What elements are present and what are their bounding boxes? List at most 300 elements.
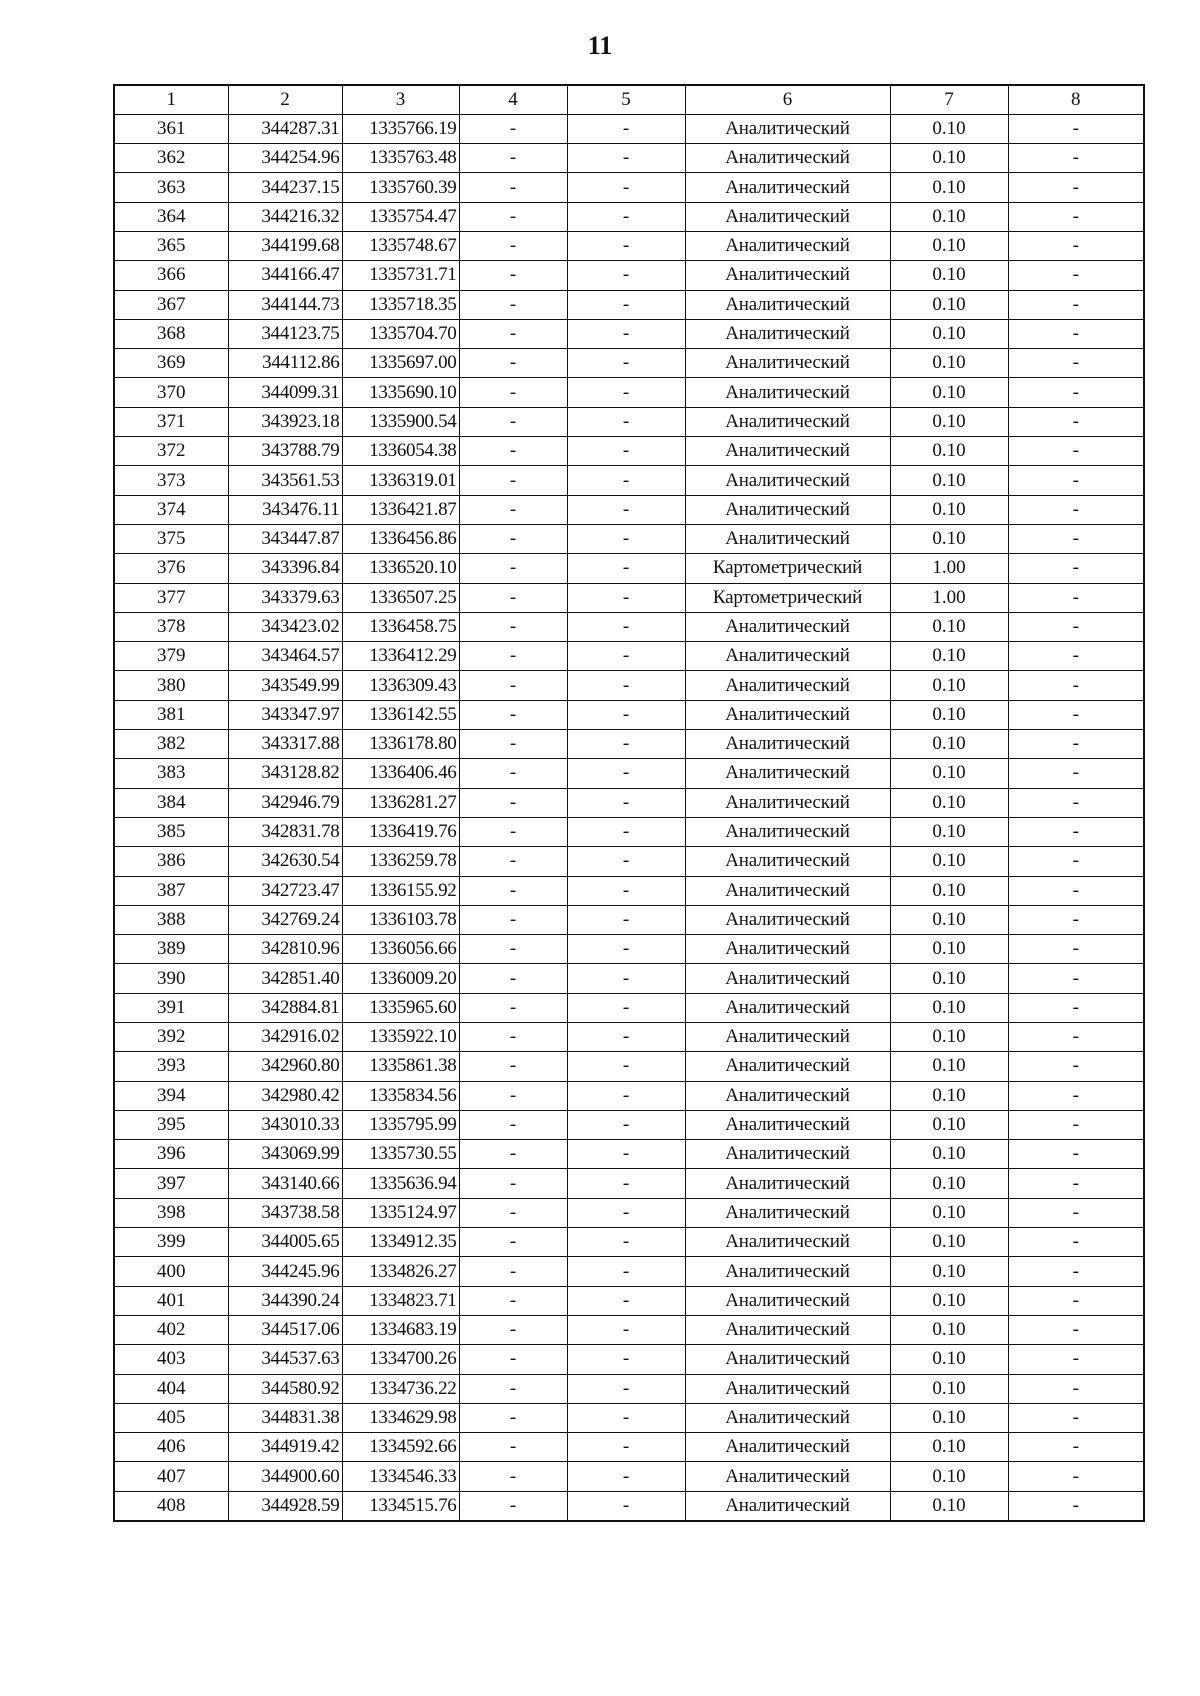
cell-col-4: -	[459, 1198, 567, 1227]
cell-accuracy: 0.10	[890, 1110, 1008, 1139]
cell-col-4: -	[459, 1462, 567, 1491]
cell-col-5: -	[567, 1462, 685, 1491]
cell-accuracy: 0.10	[890, 642, 1008, 671]
cell-accuracy: 0.10	[890, 1198, 1008, 1227]
cell-y-coordinate: 1335900.54	[342, 407, 459, 436]
table-row	[114, 1345, 1144, 1374]
cell-col-8: -	[1008, 261, 1144, 290]
table-row	[114, 261, 1144, 290]
cell-point-number: 404	[114, 1374, 228, 1403]
cell-method: Аналитический	[685, 788, 890, 817]
cell-col-5: -	[567, 437, 685, 466]
cell-col-4: -	[459, 612, 567, 641]
cell-col-5: -	[567, 817, 685, 846]
cell-accuracy: 0.10	[890, 261, 1008, 290]
cell-col-4: -	[459, 466, 567, 495]
cell-point-number: 366	[114, 261, 228, 290]
cell-col-8: -	[1008, 1403, 1144, 1432]
cell-point-number: 398	[114, 1198, 228, 1227]
cell-method: Аналитический	[685, 1374, 890, 1403]
cell-col-8: -	[1008, 730, 1144, 759]
cell-col-5: -	[567, 759, 685, 788]
table-row	[114, 964, 1144, 993]
cell-y-coordinate: 1335922.10	[342, 1023, 459, 1052]
cell-point-number: 407	[114, 1462, 228, 1491]
cell-y-coordinate: 1335766.19	[342, 114, 459, 143]
table-row	[114, 466, 1144, 495]
cell-x-coordinate: 344928.59	[228, 1491, 342, 1520]
cell-point-number: 397	[114, 1169, 228, 1198]
cell-method: Аналитический	[685, 524, 890, 553]
column-header-8: 8	[1008, 85, 1144, 114]
cell-point-number: 365	[114, 231, 228, 260]
cell-col-5: -	[567, 1110, 685, 1139]
cell-x-coordinate: 344099.31	[228, 378, 342, 407]
table-row	[114, 554, 1144, 583]
cell-accuracy: 0.10	[890, 319, 1008, 348]
cell-accuracy: 0.10	[890, 964, 1008, 993]
cell-col-8: -	[1008, 319, 1144, 348]
cell-y-coordinate: 1336281.27	[342, 788, 459, 817]
cell-col-8: -	[1008, 495, 1144, 524]
cell-accuracy: 0.10	[890, 759, 1008, 788]
cell-y-coordinate: 1334823.71	[342, 1286, 459, 1315]
cell-point-number: 389	[114, 935, 228, 964]
cell-col-4: -	[459, 554, 567, 583]
cell-col-4: -	[459, 876, 567, 905]
cell-col-4: -	[459, 642, 567, 671]
cell-method: Аналитический	[685, 1081, 890, 1110]
cell-col-4: -	[459, 1140, 567, 1169]
cell-y-coordinate: 1336155.92	[342, 876, 459, 905]
cell-col-8: -	[1008, 612, 1144, 641]
cell-col-4: -	[459, 671, 567, 700]
cell-accuracy: 0.10	[890, 1023, 1008, 1052]
cell-y-coordinate: 1336520.10	[342, 554, 459, 583]
cell-x-coordinate: 342769.24	[228, 905, 342, 934]
table-row	[114, 1433, 1144, 1462]
cell-col-4: -	[459, 524, 567, 553]
cell-col-4: -	[459, 700, 567, 729]
cell-method: Аналитический	[685, 1052, 890, 1081]
cell-accuracy: 0.10	[890, 437, 1008, 466]
cell-point-number: 362	[114, 144, 228, 173]
cell-accuracy: 0.10	[890, 349, 1008, 378]
cell-method: Аналитический	[685, 1110, 890, 1139]
cell-x-coordinate: 344005.65	[228, 1228, 342, 1257]
cell-col-4: -	[459, 1257, 567, 1286]
cell-accuracy: 0.10	[890, 466, 1008, 495]
cell-x-coordinate: 344199.68	[228, 231, 342, 260]
cell-accuracy: 0.10	[890, 876, 1008, 905]
table-row	[114, 407, 1144, 436]
cell-col-8: -	[1008, 173, 1144, 202]
cell-x-coordinate: 343317.88	[228, 730, 342, 759]
cell-col-4: -	[459, 1110, 567, 1139]
cell-point-number: 393	[114, 1052, 228, 1081]
cell-method: Аналитический	[685, 759, 890, 788]
cell-col-8: -	[1008, 1433, 1144, 1462]
cell-accuracy: 0.10	[890, 231, 1008, 260]
cell-col-4: -	[459, 495, 567, 524]
table-row	[114, 1169, 1144, 1198]
cell-col-5: -	[567, 583, 685, 612]
cell-col-5: -	[567, 847, 685, 876]
cell-method: Аналитический	[685, 466, 890, 495]
cell-col-4: -	[459, 964, 567, 993]
cell-col-8: -	[1008, 202, 1144, 231]
cell-x-coordinate: 343476.11	[228, 495, 342, 524]
cell-col-4: -	[459, 759, 567, 788]
column-header-2: 2	[228, 85, 342, 114]
cell-method: Картометрический	[685, 583, 890, 612]
cell-x-coordinate: 342980.42	[228, 1081, 342, 1110]
cell-point-number: 383	[114, 759, 228, 788]
cell-x-coordinate: 344166.47	[228, 261, 342, 290]
table-row	[114, 173, 1144, 202]
cell-accuracy: 0.10	[890, 1403, 1008, 1432]
table-row	[114, 1286, 1144, 1315]
cell-col-8: -	[1008, 114, 1144, 143]
cell-accuracy: 1.00	[890, 554, 1008, 583]
cell-col-4: -	[459, 319, 567, 348]
cell-x-coordinate: 344123.75	[228, 319, 342, 348]
cell-col-5: -	[567, 1286, 685, 1315]
table-row	[114, 876, 1144, 905]
cell-accuracy: 0.10	[890, 788, 1008, 817]
cell-col-8: -	[1008, 1052, 1144, 1081]
cell-col-4: -	[459, 730, 567, 759]
table-row	[114, 1081, 1144, 1110]
cell-method: Аналитический	[685, 144, 890, 173]
table-row	[114, 759, 1144, 788]
cell-accuracy: 0.10	[890, 1491, 1008, 1520]
cell-x-coordinate: 344245.96	[228, 1257, 342, 1286]
cell-method: Аналитический	[685, 1198, 890, 1227]
cell-method: Аналитический	[685, 378, 890, 407]
cell-point-number: 381	[114, 700, 228, 729]
cell-col-8: -	[1008, 1286, 1144, 1315]
cell-x-coordinate: 343464.57	[228, 642, 342, 671]
cell-x-coordinate: 342946.79	[228, 788, 342, 817]
cell-accuracy: 0.10	[890, 905, 1008, 934]
cell-col-8: -	[1008, 554, 1144, 583]
cell-method: Аналитический	[685, 349, 890, 378]
cell-col-8: -	[1008, 378, 1144, 407]
cell-y-coordinate: 1335965.60	[342, 993, 459, 1022]
cell-point-number: 395	[114, 1110, 228, 1139]
cell-accuracy: 0.10	[890, 671, 1008, 700]
cell-point-number: 390	[114, 964, 228, 993]
cell-y-coordinate: 1334912.35	[342, 1228, 459, 1257]
table-row	[114, 642, 1144, 671]
cell-col-4: -	[459, 788, 567, 817]
cell-col-4: -	[459, 1315, 567, 1344]
table-row	[114, 378, 1144, 407]
table-body	[114, 114, 1144, 1520]
table-row	[114, 1023, 1144, 1052]
cell-col-4: -	[459, 1491, 567, 1520]
cell-method: Аналитический	[685, 1286, 890, 1315]
cell-y-coordinate: 1335704.70	[342, 319, 459, 348]
cell-col-8: -	[1008, 817, 1144, 846]
cell-col-5: -	[567, 114, 685, 143]
cell-accuracy: 0.10	[890, 173, 1008, 202]
table-row	[114, 1198, 1144, 1227]
cell-x-coordinate: 344112.86	[228, 349, 342, 378]
table-row	[114, 583, 1144, 612]
cell-col-5: -	[567, 1345, 685, 1374]
table-header-row	[114, 85, 1144, 114]
cell-col-8: -	[1008, 1228, 1144, 1257]
cell-col-8: -	[1008, 788, 1144, 817]
cell-col-5: -	[567, 202, 685, 231]
cell-col-8: -	[1008, 759, 1144, 788]
cell-x-coordinate: 343788.79	[228, 437, 342, 466]
cell-accuracy: 0.10	[890, 1228, 1008, 1257]
cell-method: Картометрический	[685, 554, 890, 583]
cell-y-coordinate: 1335124.97	[342, 1198, 459, 1227]
cell-y-coordinate: 1335861.38	[342, 1052, 459, 1081]
page-number: 11	[587, 31, 613, 60]
cell-point-number: 391	[114, 993, 228, 1022]
cell-col-4: -	[459, 114, 567, 143]
cell-point-number: 361	[114, 114, 228, 143]
cell-x-coordinate: 344144.73	[228, 290, 342, 319]
table-row	[114, 1257, 1144, 1286]
cell-col-4: -	[459, 1052, 567, 1081]
cell-x-coordinate: 344216.32	[228, 202, 342, 231]
cell-y-coordinate: 1334700.26	[342, 1345, 459, 1374]
cell-point-number: 401	[114, 1286, 228, 1315]
table-row	[114, 847, 1144, 876]
cell-col-4: -	[459, 1345, 567, 1374]
cell-col-8: -	[1008, 905, 1144, 934]
table-row	[114, 1140, 1144, 1169]
cell-accuracy: 0.10	[890, 1374, 1008, 1403]
cell-y-coordinate: 1334592.66	[342, 1433, 459, 1462]
cell-col-5: -	[567, 730, 685, 759]
column-header-3: 3	[342, 85, 459, 114]
cell-col-8: -	[1008, 290, 1144, 319]
cell-point-number: 405	[114, 1403, 228, 1432]
table-row	[114, 202, 1144, 231]
cell-y-coordinate: 1336458.75	[342, 612, 459, 641]
cell-col-8: -	[1008, 583, 1144, 612]
cell-accuracy: 0.10	[890, 1462, 1008, 1491]
cell-y-coordinate: 1335636.94	[342, 1169, 459, 1198]
cell-method: Аналитический	[685, 114, 890, 143]
cell-y-coordinate: 1335690.10	[342, 378, 459, 407]
cell-y-coordinate: 1334826.27	[342, 1257, 459, 1286]
cell-col-5: -	[567, 1433, 685, 1462]
cell-x-coordinate: 344517.06	[228, 1315, 342, 1344]
cell-y-coordinate: 1335731.71	[342, 261, 459, 290]
cell-y-coordinate: 1334546.33	[342, 1462, 459, 1491]
cell-accuracy: 0.10	[890, 730, 1008, 759]
cell-col-8: -	[1008, 1110, 1144, 1139]
table-row	[114, 319, 1144, 348]
cell-col-8: -	[1008, 349, 1144, 378]
cell-y-coordinate: 1336178.80	[342, 730, 459, 759]
cell-x-coordinate: 343561.53	[228, 466, 342, 495]
cell-method: Аналитический	[685, 1228, 890, 1257]
table-row	[114, 730, 1144, 759]
cell-point-number: 386	[114, 847, 228, 876]
cell-y-coordinate: 1336259.78	[342, 847, 459, 876]
cell-col-4: -	[459, 1023, 567, 1052]
cell-x-coordinate: 343010.33	[228, 1110, 342, 1139]
cell-col-5: -	[567, 554, 685, 583]
cell-accuracy: 0.10	[890, 378, 1008, 407]
cell-point-number: 367	[114, 290, 228, 319]
table-row	[114, 231, 1144, 260]
cell-y-coordinate: 1335763.48	[342, 144, 459, 173]
cell-col-8: -	[1008, 466, 1144, 495]
cell-col-5: -	[567, 876, 685, 905]
cell-y-coordinate: 1334629.98	[342, 1403, 459, 1432]
cell-x-coordinate: 344537.63	[228, 1345, 342, 1374]
cell-accuracy: 0.10	[890, 1286, 1008, 1315]
cell-col-5: -	[567, 378, 685, 407]
cell-col-5: -	[567, 964, 685, 993]
cell-method: Аналитический	[685, 905, 890, 934]
cell-col-4: -	[459, 173, 567, 202]
cell-col-4: -	[459, 1374, 567, 1403]
cell-accuracy: 0.10	[890, 817, 1008, 846]
cell-x-coordinate: 343447.87	[228, 524, 342, 553]
cell-col-5: -	[567, 700, 685, 729]
table-row	[114, 788, 1144, 817]
cell-col-5: -	[567, 1052, 685, 1081]
cell-accuracy: 0.10	[890, 993, 1008, 1022]
cell-y-coordinate: 1336419.76	[342, 817, 459, 846]
cell-method: Аналитический	[685, 671, 890, 700]
cell-point-number: 408	[114, 1491, 228, 1520]
cell-col-4: -	[459, 1169, 567, 1198]
cell-x-coordinate: 342960.80	[228, 1052, 342, 1081]
cell-y-coordinate: 1336421.87	[342, 495, 459, 524]
cell-col-5: -	[567, 319, 685, 348]
cell-point-number: 377	[114, 583, 228, 612]
cell-col-5: -	[567, 1315, 685, 1344]
cell-y-coordinate: 1336054.38	[342, 437, 459, 466]
cell-col-8: -	[1008, 700, 1144, 729]
cell-col-8: -	[1008, 671, 1144, 700]
coordinates-table	[113, 84, 1145, 1522]
cell-point-number: 364	[114, 202, 228, 231]
cell-col-8: -	[1008, 876, 1144, 905]
cell-y-coordinate: 1335834.56	[342, 1081, 459, 1110]
cell-x-coordinate: 343140.66	[228, 1169, 342, 1198]
cell-accuracy: 0.10	[890, 1140, 1008, 1169]
cell-col-4: -	[459, 1228, 567, 1257]
cell-method: Аналитический	[685, 437, 890, 466]
cell-col-8: -	[1008, 642, 1144, 671]
cell-point-number: 371	[114, 407, 228, 436]
table-row	[114, 114, 1144, 143]
cell-col-4: -	[459, 231, 567, 260]
cell-x-coordinate: 342916.02	[228, 1023, 342, 1052]
cell-x-coordinate: 344831.38	[228, 1403, 342, 1432]
cell-point-number: 378	[114, 612, 228, 641]
cell-col-8: -	[1008, 1140, 1144, 1169]
cell-method: Аналитический	[685, 319, 890, 348]
cell-method: Аналитический	[685, 1257, 890, 1286]
cell-method: Аналитический	[685, 1403, 890, 1432]
cell-accuracy: 0.10	[890, 1169, 1008, 1198]
cell-col-8: -	[1008, 524, 1144, 553]
cell-x-coordinate: 343423.02	[228, 612, 342, 641]
cell-y-coordinate: 1336103.78	[342, 905, 459, 934]
cell-col-4: -	[459, 261, 567, 290]
cell-point-number: 396	[114, 1140, 228, 1169]
cell-col-5: -	[567, 905, 685, 934]
cell-col-5: -	[567, 642, 685, 671]
cell-col-5: -	[567, 290, 685, 319]
cell-method: Аналитический	[685, 700, 890, 729]
column-header-7: 7	[890, 85, 1008, 114]
cell-col-8: -	[1008, 993, 1144, 1022]
cell-col-5: -	[567, 1023, 685, 1052]
table-row	[114, 993, 1144, 1022]
cell-x-coordinate: 344254.96	[228, 144, 342, 173]
cell-col-8: -	[1008, 144, 1144, 173]
table-row	[114, 1228, 1144, 1257]
cell-point-number: 379	[114, 642, 228, 671]
cell-col-5: -	[567, 349, 685, 378]
cell-y-coordinate: 1336056.66	[342, 935, 459, 964]
table-row	[114, 1374, 1144, 1403]
cell-x-coordinate: 343396.84	[228, 554, 342, 583]
cell-y-coordinate: 1336142.55	[342, 700, 459, 729]
cell-col-4: -	[459, 378, 567, 407]
cell-y-coordinate: 1336406.46	[342, 759, 459, 788]
table-row	[114, 1110, 1144, 1139]
cell-col-5: -	[567, 1228, 685, 1257]
cell-point-number: 402	[114, 1315, 228, 1344]
cell-col-8: -	[1008, 407, 1144, 436]
cell-col-8: -	[1008, 935, 1144, 964]
cell-x-coordinate: 344237.15	[228, 173, 342, 202]
cell-col-5: -	[567, 1374, 685, 1403]
cell-method: Аналитический	[685, 495, 890, 524]
cell-point-number: 375	[114, 524, 228, 553]
cell-x-coordinate: 342723.47	[228, 876, 342, 905]
cell-y-coordinate: 1336309.43	[342, 671, 459, 700]
cell-col-5: -	[567, 407, 685, 436]
cell-x-coordinate: 342884.81	[228, 993, 342, 1022]
cell-point-number: 403	[114, 1345, 228, 1374]
cell-col-8: -	[1008, 1345, 1144, 1374]
cell-method: Аналитический	[685, 173, 890, 202]
cell-point-number: 369	[114, 349, 228, 378]
cell-point-number: 376	[114, 554, 228, 583]
cell-point-number: 385	[114, 817, 228, 846]
cell-col-5: -	[567, 466, 685, 495]
table-row	[114, 144, 1144, 173]
cell-col-4: -	[459, 1286, 567, 1315]
cell-col-5: -	[567, 993, 685, 1022]
cell-accuracy: 0.10	[890, 935, 1008, 964]
cell-point-number: 382	[114, 730, 228, 759]
table-row	[114, 349, 1144, 378]
table-row	[114, 612, 1144, 641]
cell-y-coordinate: 1335748.67	[342, 231, 459, 260]
cell-x-coordinate: 343069.99	[228, 1140, 342, 1169]
cell-method: Аналитический	[685, 1140, 890, 1169]
cell-col-5: -	[567, 935, 685, 964]
